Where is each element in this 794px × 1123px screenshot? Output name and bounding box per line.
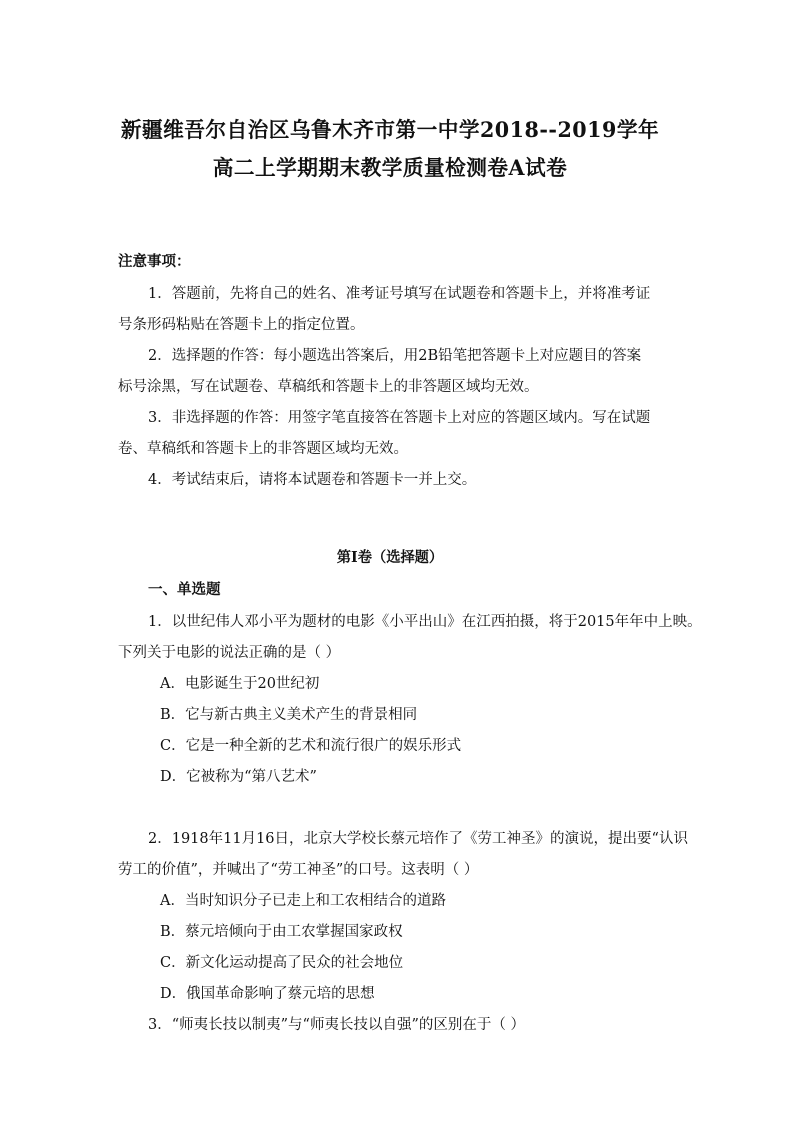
question-1-option-b: B．它与新古典主义美术产生的背景相同: [160, 707, 418, 723]
question-2-option-c: C．新文化运动提高了民众的社会地位: [160, 955, 404, 971]
question-1-option-a: A．电影诞生于20世纪初: [160, 676, 320, 692]
document-title-line1: 新疆维吾尔自治区乌鲁木齐市第一中学2018--2019学年: [120, 117, 660, 142]
question-1-option-d: D．它被称为“第八艺术”: [160, 769, 317, 785]
notice-heading: 注意事项：: [118, 253, 191, 270]
question-3-stem-line1: 3．“师夷长技以制夷”与“师夷长技以自强”的区别在于（ ）: [148, 1017, 525, 1033]
notice-item-1-line1: 1．答题前，先将自己的姓名、准考证号填写在试题卷和答题卡上，并将准考证: [148, 286, 651, 302]
notice-item-3-line2: 卷、草稿纸和答题卡上的非答题区域均无效。: [118, 441, 408, 457]
notice-item-4: 4．考试结束后，请将本试题卷和答题卡一并上交。: [148, 472, 477, 488]
document-title-line2: 高二上学期期末教学质量检测卷A试卷: [212, 155, 568, 180]
section-title: 第Ⅰ卷（选择题）: [336, 549, 444, 566]
notice-item-1-line2: 号条形码粘贴在答题卡上的指定位置。: [118, 317, 365, 333]
question-1-option-c: C．它是一种全新的艺术和流行很广的娱乐形式: [160, 738, 462, 754]
question-2-stem-line2: 劳工的价值”，并喊出了“劳工神圣”的口号。这表明（ ）: [118, 862, 479, 878]
notice-item-3-line1: 3．非选择题的作答：用签字笔直接答在答题卡上对应的答题区域内。写在试题: [148, 410, 651, 426]
question-2-stem-line1: 2．1918年11月16日，北京大学校长蔡元培作了《劳工神圣》的演说，提出要“认识: [148, 831, 688, 847]
question-2-option-d: D．俄国革命影响了蔡元培的思想: [160, 986, 375, 1002]
question-2-option-b: B．蔡元培倾向于由工农掌握国家政权: [160, 924, 403, 940]
question-2-option-a: A．当时知识分子已走上和工农相结合的道路: [160, 893, 446, 909]
notice-item-2-line1: 2．选择题的作答：每小题选出答案后，用2B铅笔把答题卡上对应题目的答案: [148, 348, 642, 364]
part-title: 一、单选题: [148, 581, 221, 598]
notice-item-2-line2: 标号涂黑，写在试题卷、草稿纸和答题卡上的非答题区域均无效。: [118, 379, 539, 395]
question-1-stem-line1: 1．以世纪伟人邓小平为题材的电影《小平出山》在江西拍摄，将于2015年年中上映。: [148, 614, 702, 630]
question-1-stem-line2: 下列关于电影的说法正确的是（ ）: [118, 645, 341, 661]
